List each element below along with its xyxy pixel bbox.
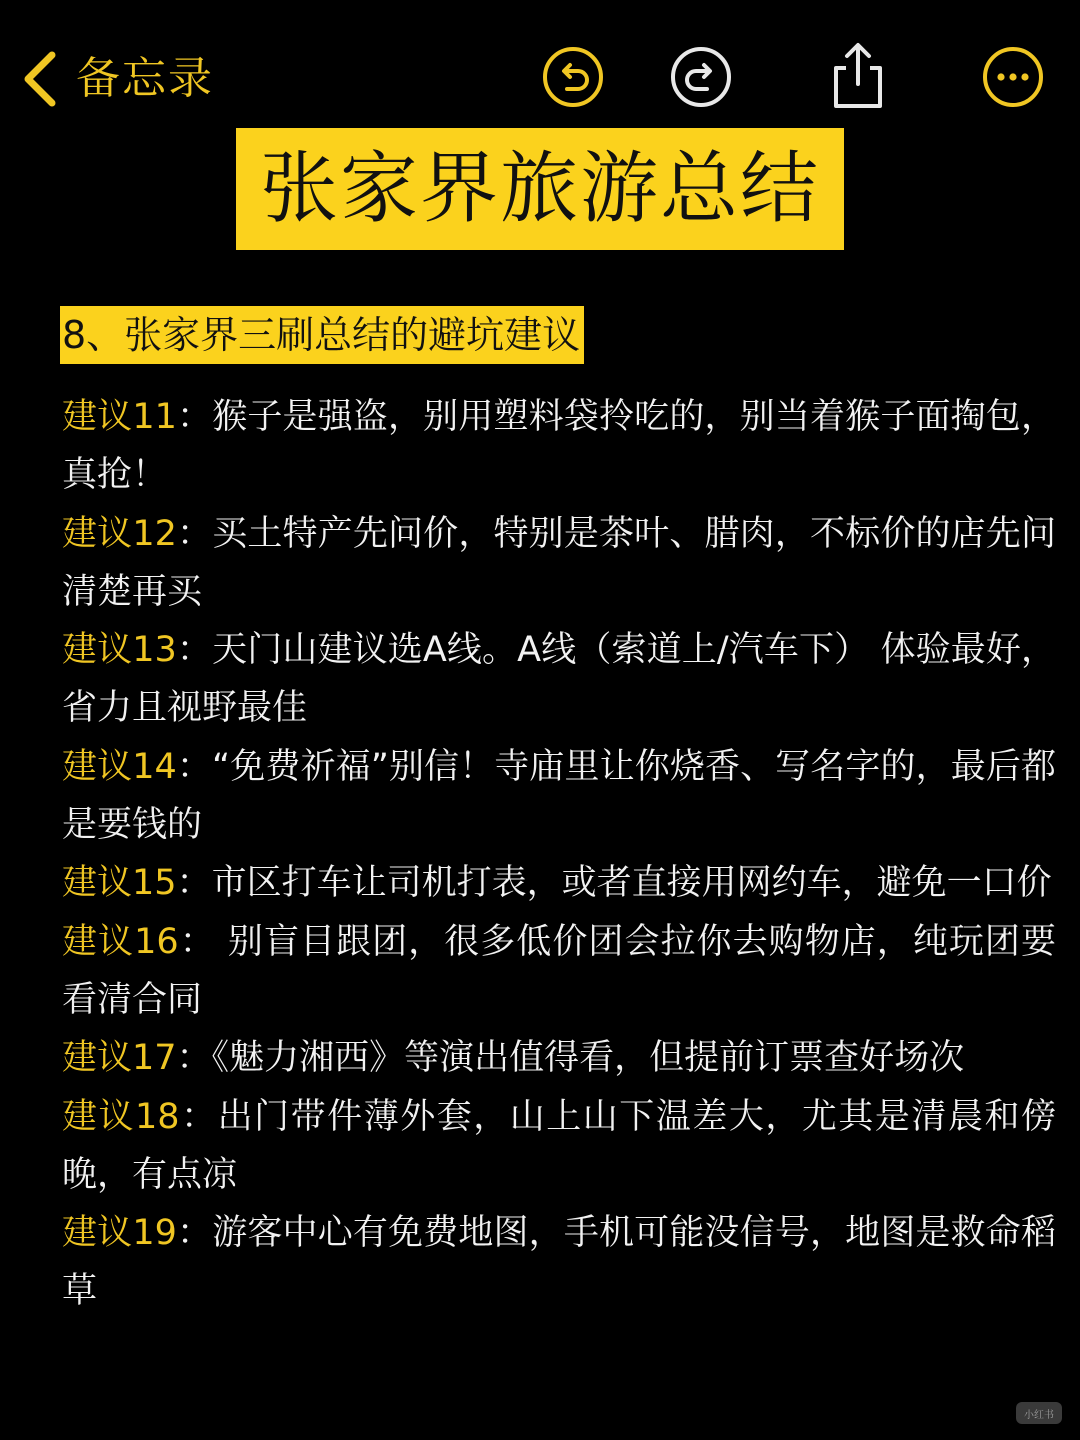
tip-text: 《魅力湘西》等演出值得看，但提前订票查好场次	[211, 1038, 965, 1079]
watermark-logo: 小红书	[1016, 1402, 1062, 1424]
tip-text: 出门带件薄外套，山上山下温差大，尤其是清晨和傍晚，有点凉	[62, 1096, 1056, 1195]
section-heading: 8、张家界三刷总结的避坑建议	[62, 313, 581, 357]
undo-icon	[540, 44, 606, 110]
tip-separator: ：	[176, 397, 213, 437]
tip-separator: ：	[176, 630, 213, 671]
tip-separator: ：	[176, 746, 212, 787]
tip-label: 建议13	[62, 630, 177, 671]
tip-item	[62, 854, 1056, 912]
tip-item	[62, 505, 1056, 622]
tip-separator: ：	[176, 863, 212, 904]
tip-separator: ：	[176, 1038, 212, 1079]
tip-item	[62, 1029, 1056, 1087]
tip-label: 建议15	[62, 863, 177, 904]
tip-label: 建议12	[62, 513, 177, 554]
tip-item	[62, 621, 1056, 738]
tip-label: 建议18	[62, 1096, 180, 1137]
redo-icon	[668, 44, 734, 110]
tip-text: 猴子是强盗，别用塑料袋拎吃的，别当着猴子面掏包，真抢！	[62, 397, 1056, 496]
section-heading-highlight	[60, 306, 584, 364]
tip-separator: ：	[179, 1096, 218, 1137]
tip-item	[62, 1088, 1056, 1205]
tip-text: 游客中心有免费地图，手机可能没信号，地图是救命稻草	[62, 1213, 1056, 1312]
tip-label: 建议16	[62, 921, 179, 962]
share-icon	[826, 40, 890, 112]
tips-list	[62, 388, 1056, 1321]
share-button[interactable]	[826, 40, 890, 112]
tip-text: “免费祈福”别信！寺庙里让你烧香、写名字的，最后都是要钱的	[62, 746, 1056, 846]
note-title: 张家界旅游总结	[259, 144, 820, 234]
tip-separator: ：	[176, 513, 213, 554]
tip-item	[62, 1204, 1056, 1321]
more-button[interactable]	[980, 44, 1046, 110]
back-button[interactable]	[20, 44, 214, 114]
tip-text: 天门山建议选A线。A线（索道上/汽车下） 体验最好，省力且视野最佳	[62, 630, 1056, 729]
tip-separator: ：	[176, 1213, 213, 1254]
chevron-left-icon	[20, 49, 60, 109]
tip-label: 建议19	[62, 1213, 177, 1254]
tip-item	[62, 913, 1056, 1030]
redo-button[interactable]	[668, 44, 734, 110]
more-icon	[980, 44, 1046, 110]
tip-text: 买土特产先问价，特别是茶叶、腊肉，不标价的店先问清楚再买	[62, 513, 1056, 612]
back-label: 备忘录	[76, 53, 214, 104]
tip-item	[62, 738, 1056, 855]
tip-separator: ：	[178, 921, 216, 962]
tip-item	[62, 388, 1056, 505]
tip-text: 市区打车让司机打表，或者直接用网约车，避免一口价	[211, 863, 1052, 904]
tip-label: 建议11	[62, 397, 177, 437]
tip-label: 建议14	[62, 746, 177, 787]
tip-label: 建议17	[62, 1038, 177, 1079]
undo-button[interactable]	[540, 44, 606, 110]
tip-text: 别盲目跟团，很多低价团会拉你去购物店，纯玩团要看清合同	[62, 921, 1056, 1020]
note-title-highlight	[236, 128, 844, 250]
